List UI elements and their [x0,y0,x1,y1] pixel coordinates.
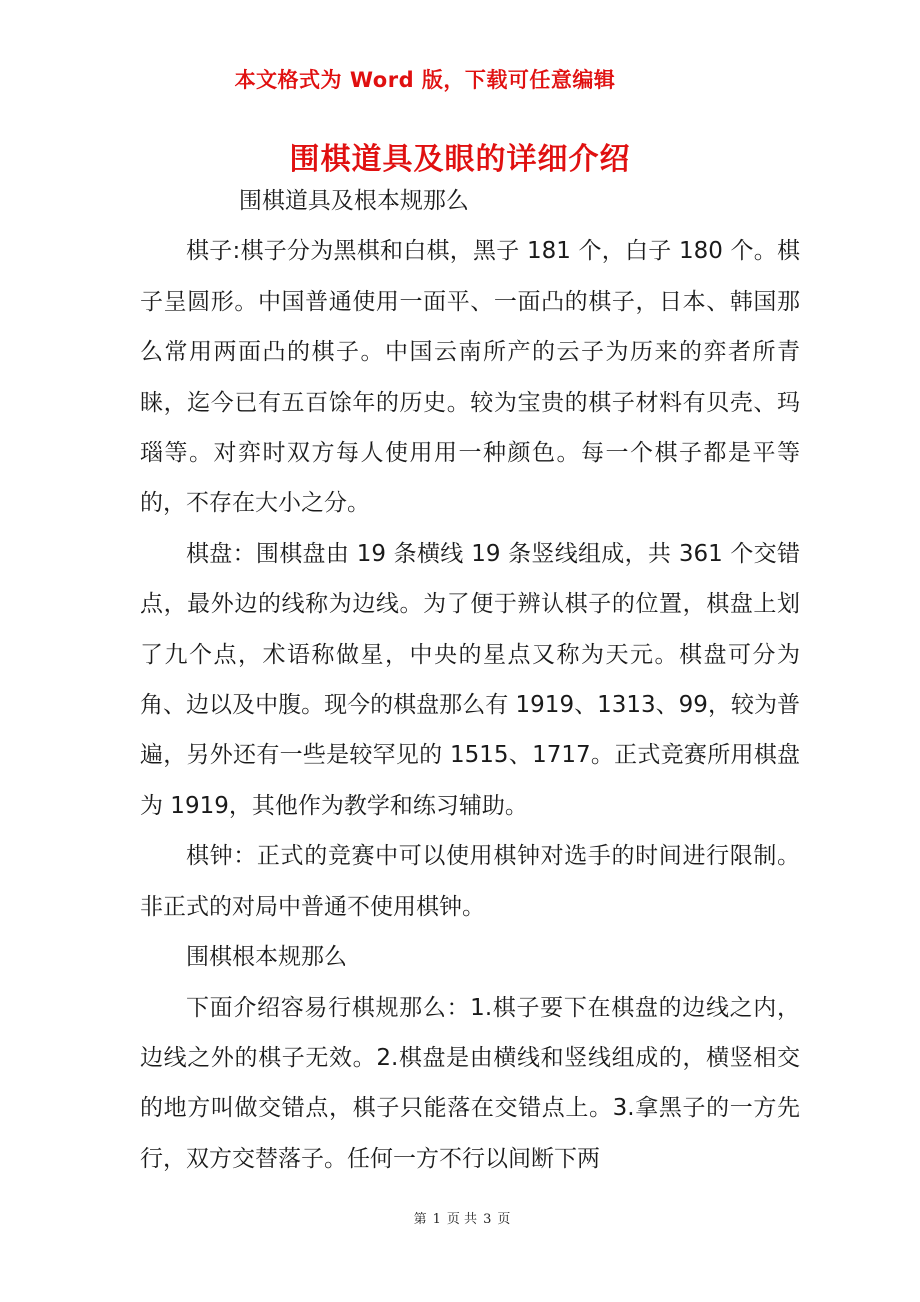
format-notice: 本文格式为 Word 版，下载可任意编辑 [234,68,616,92]
footer-suffix: 页 [497,1212,511,1227]
document-title: 围棋道具及眼的详细介绍 [289,142,631,177]
paragraph-stones: 棋子:棋子分为黑棋和白棋，黑子 181 个，白子 180 个。棋子呈圆形。中国普通使用一面平、一面凸的棋子，日本、韩国那么常用两面凸的棋子。中国云南所产的云子为历来的弈者所青睐，迄今已有五百馀年的历史。较为宝贵的棋子材料有贝壳、玛瑙等。对弈时双方每人使用用一种颜色。每一个棋子都是平等的，不存在大小之分。 [140,238,800,517]
footer-page-number: 1 [432,1212,441,1227]
paragraph-clock: 棋钟：正式的竞赛中可以使用棋钟对选手的时间进行限制。非正式的对局中普通不使用棋钟。 [140,843,800,920]
paragraph-board: 棋盘：围棋盘由 19 条横线 19 条竖线组成，共 361 个交错点，最外边的线称为边线。为了便于辨认棋子的位置，棋盘上划了九个点，术语称做星，中央的星点又称为天元。棋盘可分为角、边以及中腹。现今的棋盘那么有 1919、1313、99，较为普遍，另外还有一些是较罕见的 1515、1717。正式竞赛所用棋盘为 1919，其他作为教学和练习辅助。 [140,540,800,819]
section-heading-rules: 围棋根本规那么 [186,944,347,971]
page-footer [0,1208,920,1227]
section-heading: 围棋道具及根本规那么 [238,188,469,214]
paragraph-rules: 下面介绍容易行棋规那么：1.棋子要下在棋盘的边线之内，边线之外的棋子无效。2.棋盘是由横线和竖线组成的，横竖相交的地方叫做交错点，棋子只能落在交错点上。3.拿黑子的一方先行，双方交替落子。任何一方不行以间断下两 [140,994,800,1172]
footer-middle: 页 共 [446,1212,478,1227]
footer-prefix: 第 [413,1212,427,1227]
document-body [140,176,800,1184]
footer-total-pages: 3 [483,1212,492,1227]
